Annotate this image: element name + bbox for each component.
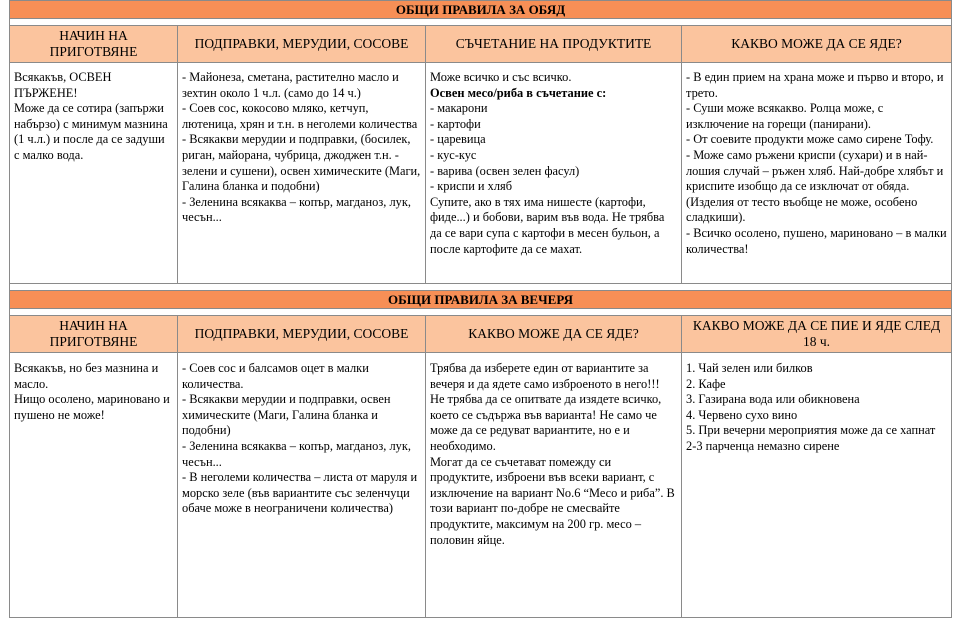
lunch-combo-note: Супите, ако в тях има нишесте (картофи, фиде...) и бобови, варим във вода. Не трябва да се вари супа с картофи в месен бульон, а после картофите да се махат. [430,194,665,256]
dinner-header-spices: ПОДПРАВКИ, МЕРУДИИ, СОСОВЕ [178,316,426,353]
lunch-allowed-cell [682,63,952,284]
dinner-after18-cell [682,353,952,618]
lunch-spice-item: - Соев сос, кокосово мляко, кетчуп, лютеница, хрян и т.н. в неголеми количества [182,101,418,131]
dinner-header-allowed: КАКВО МОЖЕ ДА СЕ ЯДЕ? [426,316,682,353]
dinner-title: ОБЩИ ПРАВИЛА ЗА ВЕЧЕРЯ [10,291,952,309]
lunch-preparation-cell [10,63,178,284]
dinner-prep-line: Всякакъв, но без мазнина и масло. [14,361,159,391]
dinner-header-row [10,316,952,353]
lunch-title: ОБЩИ ПРАВИЛА ЗА ОБЯД [10,1,952,19]
dinner-allowed-para: Могат да се съчетават помежду си продуктите, изброени във всеки вариант, с изключение на вариант No.6 “Месо и риба”. В този вариант по-добре не смесвайте продуктите, максимум на 200 гр. месо – половин яйце. [430,454,675,547]
lunch-prep-line: Всякакъв, ОСВЕН ПЪРЖЕНЕ! [14,70,112,100]
lunch-allowed-item: - Може само ръжени криспи (сухари) и в най-лошия случай – ръжен хляб. Най-добре хлябът и криспите изобщо да се изключат от обяда. (Изделия от тесто въобще не може, особено сладкиши). [686,147,944,225]
diet-rules-document [9,0,951,618]
dinner-header-after18: КАКВО МОЖЕ ДА СЕ ПИЕ И ЯДЕ СЛЕД 18 ч. [682,316,952,353]
dinner-after18-item: 3. Газирана вода или обикновена [686,392,860,407]
lunch-spices-cell [178,63,426,284]
lunch-header-spices: ПОДПРАВКИ, МЕРУДИИ, СОСОВЕ [178,26,426,63]
lunch-allowed-item: - Всичко осолено, пушено, мариновано – в малки количества! [686,225,947,256]
lunch-allowed-item: - От соевите продукти може само сирене Тофу. [686,132,934,147]
dinner-body-row [10,353,952,618]
lunch-combo-exception: Освен месо/риба в съчетание с: [430,85,607,100]
lunch-combo-item: - царевица [430,132,486,147]
dinner-allowed-para: Трябва да изберете един от вариантите за вечеря и да ядете само изброеното в него!!! [430,361,660,391]
dinner-spice-item: - Соев сос и балсамов оцет в малки количества. [182,361,369,391]
dinner-allowed-cell [426,353,682,618]
dinner-after18-item: 2. Кафе [686,376,726,391]
dinner-preparation-cell [10,353,178,618]
lunch-combo-item: - кус-кус [430,147,477,162]
dinner-title-row [10,291,952,309]
lunch-header-combination: СЪЧЕТАНИЕ НА ПРОДУКТИТЕ [426,26,682,63]
dinner-header-preparation: НАЧИН НА ПРИГОТВЯНЕ [10,316,178,353]
lunch-combo-item: - криспи и хляб [430,179,513,194]
dinner-after18-item: 1. Чай зелен или билков [686,361,813,375]
dinner-spices-cell [178,353,426,618]
lunch-spice-item: - Всякакви мерудии и подправки, (босилек, риган, майорана, чубрица, джоджен т.н. - зелени и сушени), освен химическите (Маги, Галина бланка и подобни) [182,132,421,194]
lunch-combo-item: - картофи [430,116,481,131]
lunch-combo-item: - макарони [430,101,488,116]
dinner-after18-item: 5. При вечерни мероприятия може да се хапнат 2-3 парченца немазно сирене [686,423,936,453]
lunch-header-row [10,26,952,63]
lunch-header-preparation: НАЧИН НА ПРИГОТВЯНЕ [10,26,178,63]
lunch-header-allowed: КАКВО МОЖЕ ДА СЕ ЯДЕ? [682,26,952,63]
dinner-spice-item: - В неголеми количества – листа от маруля и морско зеле (във вариантите със зеленчуци обаче може в неограничени количества) [182,470,418,516]
dinner-spice-item: - Зеленина всякаква – копър, магданоз, лук, чесън... [182,438,411,469]
lunch-body-row [10,63,952,284]
lunch-combination-cell [426,63,682,284]
lunch-spice-item: - Майонеза, сметана, растително масло и зехтин около 1 ч.л. (само до 14 ч.) [182,70,399,100]
lunch-allowed-item: - Суши може всякакво. Ролца може, с изключение на горещи (панирани). [686,101,884,131]
lunch-prep-line: Може да се сотира (запържи набързо) с минимум мазнина (1 ч.л.) и после да се задуши с малко вода. [14,101,168,162]
dinner-after18-item: 4. Червено сухо вино [686,407,798,422]
dinner-allowed-para: Не трябва да се опитвате да изядете всичко, което се съдържа във варианта! Не само че може да се редуват вариантите, но е и необходимо. [430,392,662,453]
lunch-allowed-item: - В един прием на храна може и първо и второ, и трето. [686,70,944,100]
lunch-title-row [10,1,952,19]
lunch-combo-item: - варива (освен зелен фасул) [430,163,580,178]
lunch-spice-item: - Зеленина всякаква – копър, магданоз, лук, чесън... [182,194,411,225]
dinner-spice-item: - Всякакви мерудии и подправки, освен химическите (Маги, Галина бланка и подобни) [182,392,391,438]
dinner-prep-line: Нищо осолено, мариновано и пушено не може! [14,392,170,422]
lunch-combo-intro: Може всичко и със всичко. [430,70,572,84]
rules-table [9,0,952,618]
